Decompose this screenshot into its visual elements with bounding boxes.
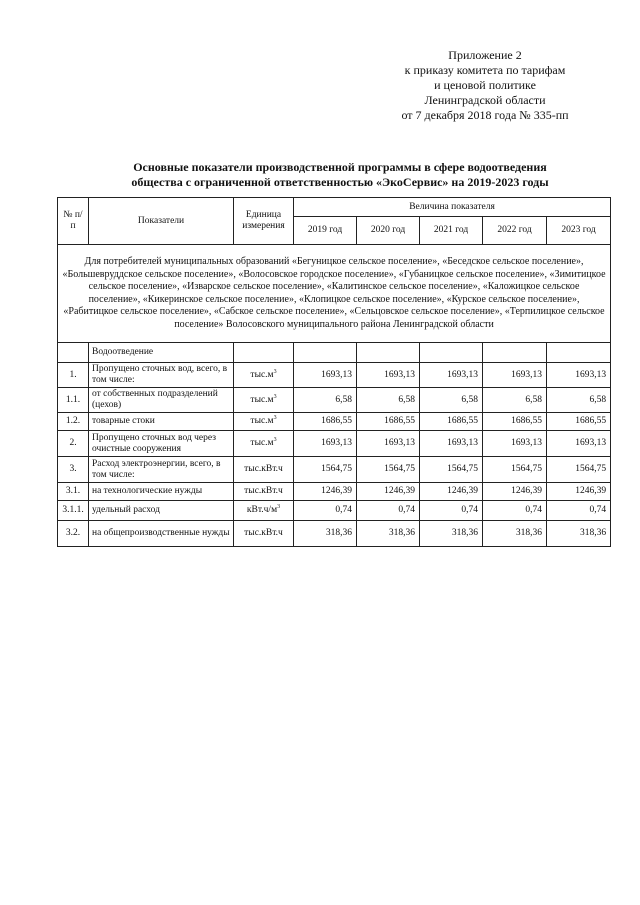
header-line: к приказу комитета по тарифам [404,63,566,77]
title-line-1: Основные показатели производственной программы в сфере водоотведения [133,160,547,174]
row-indicator: удельный расход [89,501,234,521]
header-line: Приложение 2 [448,48,522,62]
row-value: 1246,39 [420,483,483,501]
row-unit: $тыс.м^3$ [234,363,294,388]
row-value: 1564,75 [483,457,547,483]
row-value: 1686,55 [483,413,547,431]
table-row [58,501,611,521]
title-line-2: общества с ограниченной ответственностью «ЭкоСервис» на 2019-2023 годы [131,175,549,189]
row-value: 0,74 [483,501,547,521]
table-row [58,363,611,388]
row-unit: тыс.кВт.ч [234,457,294,483]
table-row [58,431,611,457]
col-header-year: 2022 год [483,217,547,245]
table-row [58,521,611,547]
row-value: 1246,39 [357,483,420,501]
row-value: 1693,13 [357,431,420,457]
row-value: 1246,39 [547,483,611,501]
row-indicator: Пропущено сточных вод, всего, в том числе: [89,363,234,388]
indicators-table [57,197,611,547]
row-num: 3. [58,457,89,483]
table-row [58,457,611,483]
row-value: 0,74 [294,501,357,521]
row-value: 1693,13 [420,431,483,457]
row-value: 1693,13 [483,363,547,388]
row-value: 318,36 [357,521,420,547]
appendix-header [380,48,590,123]
row-value: 0,74 [357,501,420,521]
row-unit: тыс.кВт.ч [234,483,294,501]
table-row [58,388,611,413]
row-value: 1686,55 [357,413,420,431]
row-value: 1564,75 [357,457,420,483]
table-cell [357,343,420,363]
row-indicator: товарные стоки [89,413,234,431]
row-num: 3.2. [58,521,89,547]
row-value: 1693,13 [420,363,483,388]
row-indicator: на общепроизводственные нужды [89,521,234,547]
row-value: 318,36 [483,521,547,547]
row-unit: $тыс.м^3$ [234,388,294,413]
row-num: 3.1.1. [58,501,89,521]
row-value: 1693,13 [547,363,611,388]
row-value: 1693,13 [547,431,611,457]
row-value: 318,36 [547,521,611,547]
row-value: 1693,13 [357,363,420,388]
col-header-value-group: Величина показателя [294,198,611,217]
row-value: 1693,13 [294,363,357,388]
table-cell [234,343,294,363]
table-cell [294,343,357,363]
row-num: 2. [58,431,89,457]
row-num: 3.1. [58,483,89,501]
col-header-year: 2023 год [547,217,611,245]
row-value: 1693,13 [483,431,547,457]
table-cell [547,343,611,363]
row-value: 1246,39 [483,483,547,501]
row-unit: $кВт.ч/м^3$ [234,501,294,521]
row-value: 6,58 [547,388,611,413]
row-value: 0,74 [547,501,611,521]
row-value: 6,58 [420,388,483,413]
col-header-unit: Единица измерения [234,198,294,245]
row-unit: $тыс.м^3$ [234,431,294,457]
table-cell [58,343,89,363]
table-cell [420,343,483,363]
col-header-year: 2019 год [294,217,357,245]
header-line: Ленинградской области [424,93,546,107]
col-header-year: 2021 год [420,217,483,245]
row-value: 6,58 [357,388,420,413]
row-value: 318,36 [420,521,483,547]
table-cell [483,343,547,363]
row-indicator: Пропущено сточных вод через очистные сооружения [89,431,234,457]
row-value: 1693,13 [294,431,357,457]
col-header-year: 2020 год [357,217,420,245]
row-indicator: Расход электроэнергии, всего, в том числе: [89,457,234,483]
section-label: Водоотведение [89,343,234,363]
row-value: 1564,75 [547,457,611,483]
table-row [58,483,611,501]
row-value: 1686,55 [420,413,483,431]
row-value: 0,74 [420,501,483,521]
consumers-intro: Для потребителей муниципальных образований «Бегуницкое сельское поселение», «Беседское сельское поселение», «Большевруддское сельское поселение», «Волосовское городское поселение», «Губаницкое сельское поселение», «Зимитицкое сельское поселение», «Изварское сельское поселение», «Калитинское сельское поселение», «Каложицкое сельское поселение», «Кикеринское сельское поселение», «Клопицкое сельское поселение», «Курское сельское поселение», «Рабитицкое сельское поселение», «Сабское сельское поселение», «Сельцовское сельское поселение», «Терпилицкое сельское поселение» Волосовского муниципального района Ленинградской области [58,245,611,343]
row-indicator: от собственных подразделений (цехов) [89,388,234,413]
header-line: от 7 декабря 2018 года № 335-пп [401,108,569,122]
row-value: 1686,55 [294,413,357,431]
document-title [100,160,580,190]
col-header-indicator: Показатели [89,198,234,245]
row-value: 1564,75 [294,457,357,483]
row-num: 1.2. [58,413,89,431]
row-indicator: на технологические нужды [89,483,234,501]
row-num: 1.1. [58,388,89,413]
header-line: и ценовой политике [434,78,536,92]
row-unit: $тыс.м^3$ [234,413,294,431]
row-value: 6,58 [294,388,357,413]
row-value: 1564,75 [420,457,483,483]
col-header-num: № п/п [58,198,89,245]
table-row [58,413,611,431]
row-value: 318,36 [294,521,357,547]
row-value: 1246,39 [294,483,357,501]
row-num: 1. [58,363,89,388]
row-unit: тыс.кВт.ч [234,521,294,547]
row-value: 1686,55 [547,413,611,431]
row-value: 6,58 [483,388,547,413]
